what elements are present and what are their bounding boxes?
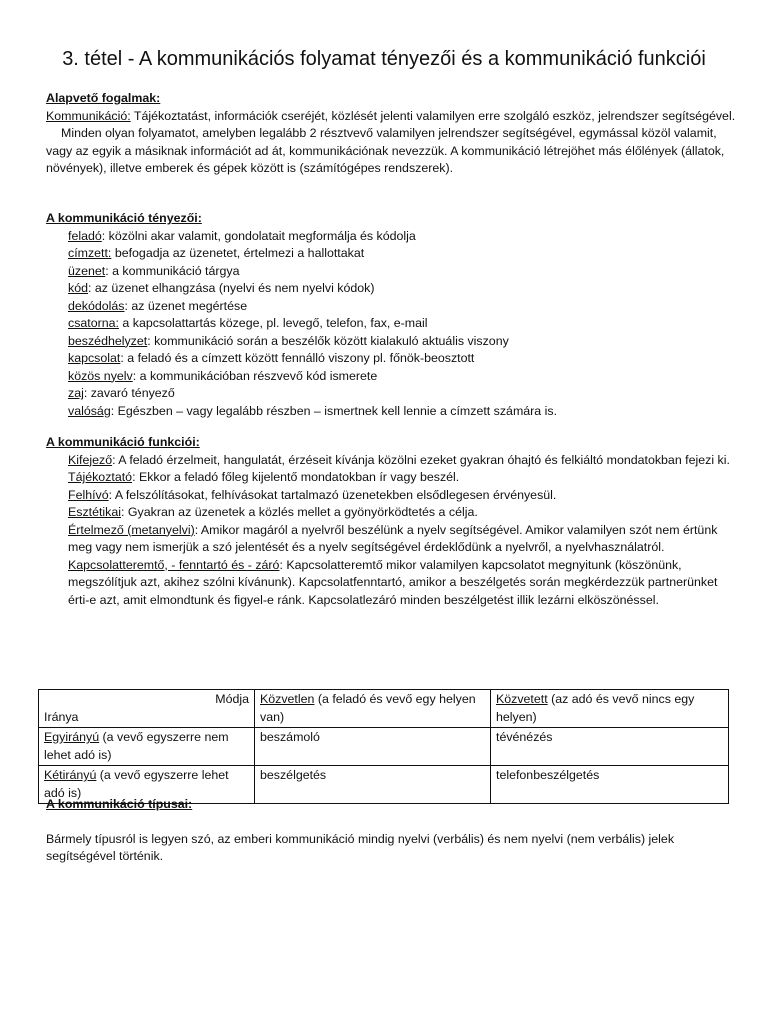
basics-definition: Kommunikáció: Tájékoztatást, információk cseréjét, közlését jelenti valamilyen erre szolgáló eszköz, jelrendszer segítségével.: [46, 108, 736, 123]
factor-item: valóság: Egészben – vagy legalább részben – ismertnek kell lennie a címzett számára is.: [68, 403, 558, 418]
table-cell: tévénézés: [491, 728, 729, 766]
basics-heading: Alapvető fogalmak:: [46, 91, 161, 105]
factor-item: zaj: zavaró tényező: [68, 386, 175, 400]
types-text: Bármely típusról is legyen szó, az emberi kommunikáció mindig nyelvi (verbális) és nem nyelvi (nem verbális) jelek segítségével történik.: [46, 831, 675, 863]
factor-item: feladó: közölni akar valamit, gondolatait megformálja és kódolja: [68, 228, 416, 243]
types-section: [46, 796, 736, 866]
factors-heading: A kommunikáció tényezői:: [46, 211, 202, 225]
basics-paragraph: Minden olyan folyamatot, amelyben legalább 2 résztvevő valamilyen jelrendszer segítségével, egymással közöl valamit, vagy az egyik a másiknak információt ad át, kommunikációnak nevezzük. A kommunikáció létrejöhet más élőlények (állatok, növények), illetve emberek és gépek között is (számítógépes rendszerek).: [46, 126, 725, 175]
table-cell: beszélgetés: [255, 766, 491, 804]
factor-item: dekódolás: az üzenet megértése: [68, 298, 248, 313]
table-row: [39, 728, 729, 766]
factor-item: kód: az üzenet elhangzása (nyelvi és nem nyelvi kódok): [68, 281, 375, 295]
factor-item: kapcsolat: a feladó és a címzett között fennálló viszony pl. főnök-beosztott: [68, 351, 475, 365]
function-item: Tájékoztató: Ekkor a feladó főleg kijelentő mondatokban ír vagy beszél.: [68, 470, 460, 484]
communication-table: [38, 689, 729, 804]
function-item: Kapcsolatteremtő, - fenntartó és - záró: Kapcsolatteremtő mikor valamilyen kapcsolatot megnyitunk (köszönünk, megszólítjuk azt, akihez szólni kívánunk). Kapcsolatfenntartó, amikor a beszélgetés során megkérdezzük partnerünket érti-e azt, amit elmondtunk és figyel-e ránk. Kapcsolatlezáró minden beszélgetést illik lezárni elköszönéssel.: [68, 557, 718, 607]
factor-item: üzenet: a kommunikáció tárgya: [68, 263, 240, 278]
table-cell: beszámoló: [255, 728, 491, 766]
factor-item: címzett: befogadja az üzenetet, értelmezi a hallottakat: [68, 246, 365, 260]
table-header-cell: Közvetlen (a feladó és vevő egy helyen van): [255, 690, 491, 728]
factor-item: beszédhelyzet: kommunikáció során a beszélők között kialakuló aktuális viszony: [68, 333, 509, 348]
table-cell: Egyirányú (a vevő egyszerre nem lehet adó is): [39, 728, 255, 766]
function-item: Felhívó: A felszólításokat, felhívásokat tartalmazó üzenetekben elsődlegesen érvényesül.: [68, 487, 557, 502]
factors-section: [46, 210, 736, 420]
table-cell: telefonbeszélgetés: [491, 766, 729, 804]
functions-heading: A kommunikáció funkciói:: [46, 435, 200, 449]
table-header-row: [39, 690, 729, 728]
basics-term: Kommunikáció:: [46, 108, 131, 123]
factor-item: csatorna: a kapcsolattartás közege, pl. levegő, telefon, fax, e-mail: [68, 316, 428, 330]
table-corner-cell: Módja Iránya: [39, 690, 255, 728]
function-item: Esztétikai: Gyakran az üzenetek a közlés mellet a gyönyörködtetés a célja.: [68, 505, 478, 519]
page-title: 3. tétel - A kommunikációs folyamat tényezői és a kommunikáció funkciói: [62, 48, 706, 70]
types-heading: A kommunikáció típusai:: [46, 797, 193, 811]
table-cell: Kétirányú (a vevő egyszerre lehet adó is): [39, 766, 255, 804]
factor-item: közös nyelv: a kommunikációban részvevő kód ismerete: [68, 368, 378, 383]
function-item: Értelmező (metanyelvi): Amikor magáról a nyelvről beszélünk a nyelv segítségével. Amikor valamilyen szót nem értünk meg vagy nem ismerjük a szó jelentését és a nyelv segítségével érdeklődünk a nyelvről, a nyelvhasználatról.: [68, 522, 718, 554]
table-header-cell: Közvetett (az adó és vevő nincs egy helyen): [491, 690, 729, 728]
basics-section: [46, 90, 736, 178]
function-item: Kifejező: A feladó érzelmeit, hangulatát, érzéseit kívánja közölni ezeket gyakran óhajtó és felkiáltó mondatokban fejezi ki.: [68, 452, 730, 467]
functions-section: [46, 434, 736, 609]
